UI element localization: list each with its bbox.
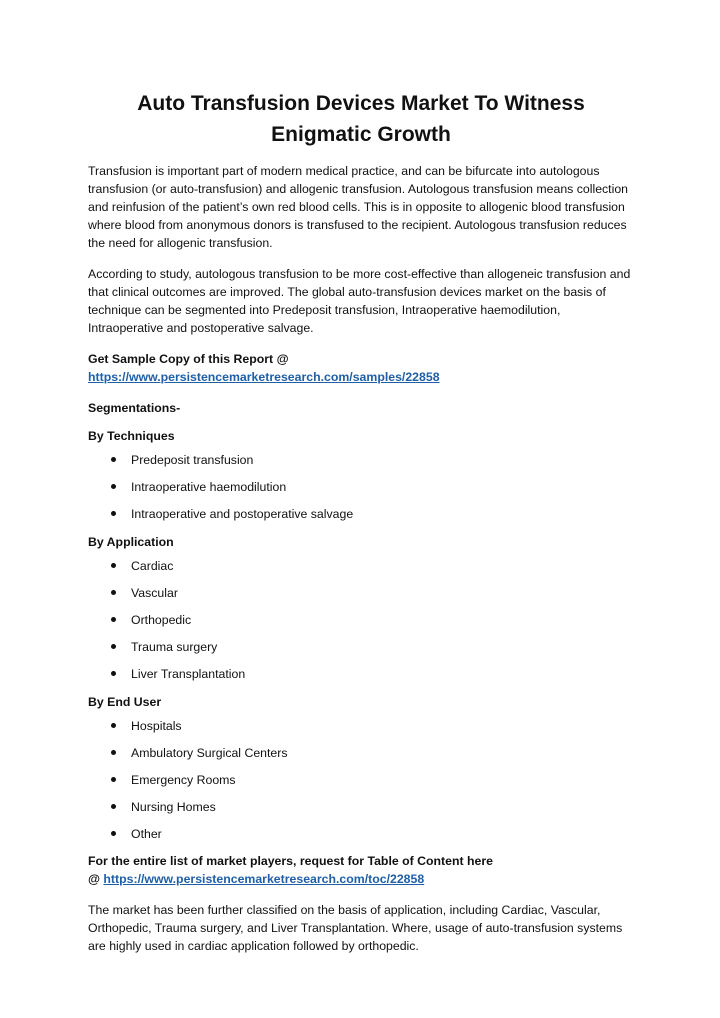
- sample-cta: [88, 350, 634, 386]
- application-list: [88, 557, 634, 693]
- list-item: [88, 478, 634, 505]
- bullet-icon: [111, 617, 116, 622]
- segmentations-heading: Segmentations-: [88, 401, 181, 415]
- toc-cta: [88, 852, 634, 888]
- list-item: [88, 665, 634, 692]
- application-heading: By Application: [88, 534, 174, 549]
- bullet-icon: [111, 804, 116, 809]
- list-item-label: Nursing Homes: [131, 800, 216, 815]
- list-item: [88, 611, 634, 638]
- list-item-label: Intraoperative haemodilution: [131, 480, 287, 495]
- toc-cta-prefix: @: [88, 872, 104, 887]
- intro-paragraph: Transfusion is important part of modern medical practice, and can be bifurcate into autologous transfusion (or auto-transfusion) and allogenic transfusion. Autologous transfusion means collection and reinfusion of the patient’s own red blood cells. This is in opposite to allogenic blood transfusion where blood from anonymous donors is transfused to the recipient. Autologous transfusion reduces the need for allogenic transfusion.: [88, 164, 629, 250]
- techniques-heading: By Techniques: [88, 429, 175, 443]
- bullet-icon: [111, 590, 116, 595]
- list-item: [88, 451, 634, 478]
- list-item-label: Predeposit transfusion: [131, 453, 254, 467]
- list-item-label: Hospitals: [131, 718, 182, 733]
- techniques-list: [88, 451, 634, 533]
- bullet-icon: [111, 831, 116, 836]
- list-item-label: Other: [131, 827, 162, 842]
- bullet-icon: [111, 511, 116, 516]
- list-item: [88, 717, 634, 744]
- list-item-label: Liver Transplantation: [131, 667, 246, 682]
- sample-cta-text: Get Sample Copy of this Report @: [88, 352, 289, 366]
- list-item-label: Trauma surgery: [131, 640, 218, 655]
- bullet-icon: [111, 750, 116, 755]
- list-item-label: Orthopedic: [131, 612, 192, 627]
- toc-link[interactable]: https://www.persistencemarketresearch.com/toc/22858: [103, 872, 425, 887]
- document-title: Auto Transfusion Devices Market To Witness Enigmatic Growth: [137, 92, 585, 146]
- bullet-icon: [111, 777, 116, 782]
- study-paragraph: According to study, autologous transfusion to be more cost-effective than allogeneic transfusion and that clinical outcomes are improved. The global auto-transfusion devices market on the basis of technique can be segmented into Predeposit transfusion, Intraoperative haemodilution, Intraoperative and postoperative salvage.: [88, 267, 631, 335]
- list-item-label: Ambulatory Surgical Centers: [131, 745, 288, 760]
- list-item: [88, 638, 634, 665]
- sample-link[interactable]: https://www.persistencemarketresearch.com/samples/22858: [88, 370, 440, 384]
- bullet-icon: [111, 644, 116, 649]
- bullet-icon: [111, 671, 116, 676]
- end-user-heading: By End User: [88, 694, 162, 709]
- list-item: [88, 744, 634, 771]
- end-user-list: [88, 717, 634, 853]
- closing-paragraph: The market has been further classified on the basis of application, including Cardiac, Vascular, Orthopedic, Trauma surgery, and Liver Transplantation. Where, usage of auto-transfusion systems are highly used in cardiac application followed by orthopedic.: [88, 903, 623, 954]
- list-item: [88, 771, 634, 798]
- list-item: [88, 798, 634, 825]
- list-item: [88, 505, 634, 532]
- bullet-icon: [111, 457, 116, 462]
- bullet-icon: [111, 723, 116, 728]
- list-item: [88, 584, 634, 611]
- bullet-icon: [111, 484, 116, 489]
- list-item-label: Intraoperative and postoperative salvage: [131, 507, 354, 522]
- list-item-label: Cardiac: [131, 558, 174, 573]
- toc-cta-text: For the entire list of market players, request for Table of Content here: [88, 854, 493, 869]
- list-item-label: Vascular: [131, 585, 178, 600]
- list-item: [88, 557, 634, 584]
- list-item: [88, 825, 634, 852]
- list-item-label: Emergency Rooms: [131, 772, 236, 787]
- bullet-icon: [111, 563, 116, 568]
